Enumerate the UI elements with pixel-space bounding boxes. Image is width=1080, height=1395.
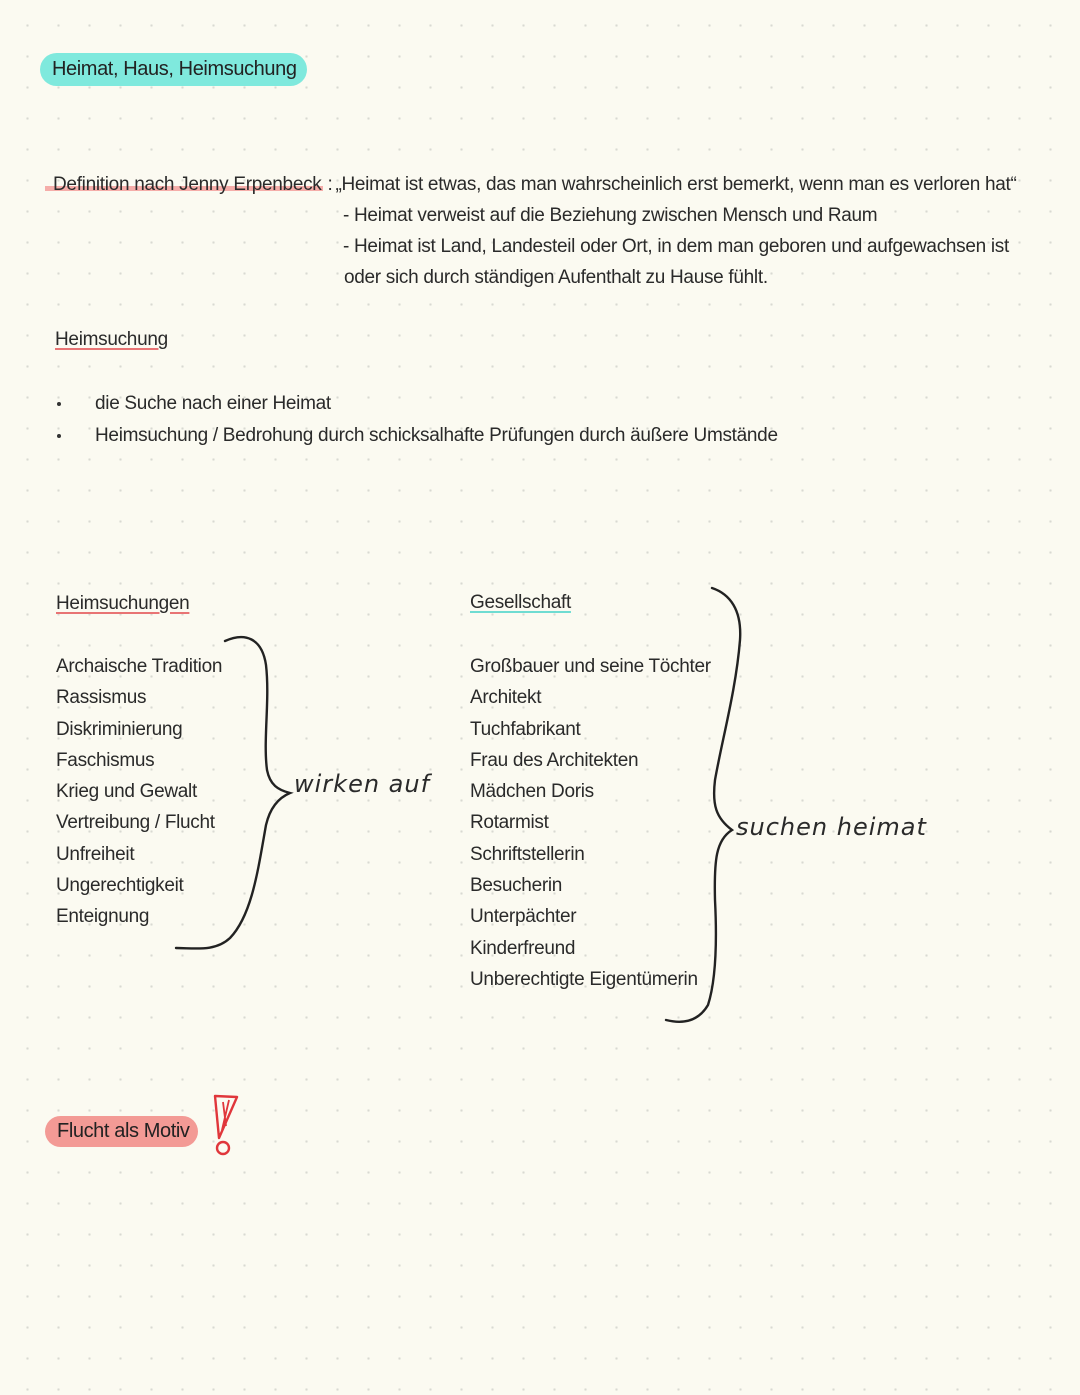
connector-wirken-auf: wirken auf: [294, 770, 431, 798]
definition-quote: „Heimat ist etwas, das man wahrscheinlich erst bemerkt, wenn man es verloren hat“: [335, 174, 1017, 195]
definition-line-2: - Heimat verweist auf die Beziehung zwischen Mensch und Raum: [343, 205, 878, 226]
page-title: Heimat, Haus, Heimsuchung: [40, 53, 307, 86]
list-item: Unfreiheit: [56, 843, 135, 865]
list-item: Archaische Tradition: [56, 656, 223, 677]
heimsuchung-list: [57, 388, 778, 452]
heimsuchungen-heading: Heimsuchungen: [56, 593, 190, 614]
list-item: die Suche nach einer Heimat: [57, 388, 778, 420]
motiv-label: Flucht als Motiv: [45, 1116, 198, 1147]
definition-line-1: [53, 173, 1017, 197]
bullet-icon: [57, 434, 61, 438]
definition-separator: :: [327, 174, 333, 195]
list-item: Besucherin: [470, 875, 563, 897]
left-brace-icon: [170, 630, 300, 955]
list-item: Rassismus: [56, 687, 147, 709]
definition-line-4: oder sich durch ständigen Aufenthalt zu Hause fühlt.: [344, 267, 768, 288]
list-item: Architekt: [470, 687, 542, 709]
gesellschaft-heading: Gesellschaft: [470, 592, 571, 613]
list-item: Frau des Architekten: [470, 749, 639, 771]
list-item: Enteignung: [56, 906, 150, 928]
list-item: Ungerechtigkeit: [56, 875, 184, 897]
bullet-icon: [57, 402, 61, 406]
definition-label: Definition nach Jenny Erpenbeck: [45, 174, 323, 195]
list-item: Krieg und Gewalt: [56, 781, 197, 803]
right-brace-icon: [660, 580, 750, 1030]
list-item: Unberechtigte Eigentümerin: [470, 968, 698, 990]
list-item: Mädchen Doris: [470, 781, 594, 803]
list-item: Faschismus: [56, 749, 155, 771]
list-item: Schriftstellerin: [470, 843, 585, 865]
list-item: Heimsuchung / Bedrohung durch schicksalhafte Prüfungen durch äußere Umstände: [57, 420, 778, 452]
list-item: Diskriminierung: [56, 718, 183, 740]
list-item: Kinderfreund: [470, 937, 576, 959]
list-item: Unterpächter: [470, 906, 577, 928]
list-item: Vertreibung / Flucht: [56, 812, 215, 834]
list-item: Großbauer und seine Töchter: [470, 656, 711, 677]
exclamation-icon: [205, 1090, 247, 1160]
list-item: Tuchfabrikant: [470, 718, 581, 740]
list-item: Rotarmist: [470, 812, 549, 834]
definition-line-3: - Heimat ist Land, Landesteil oder Ort, in dem man geboren und aufgewachsen ist: [343, 236, 1009, 257]
heimsuchung-heading: Heimsuchung: [55, 329, 168, 350]
connector-suchen-heimat: suchen heimat: [736, 813, 927, 841]
